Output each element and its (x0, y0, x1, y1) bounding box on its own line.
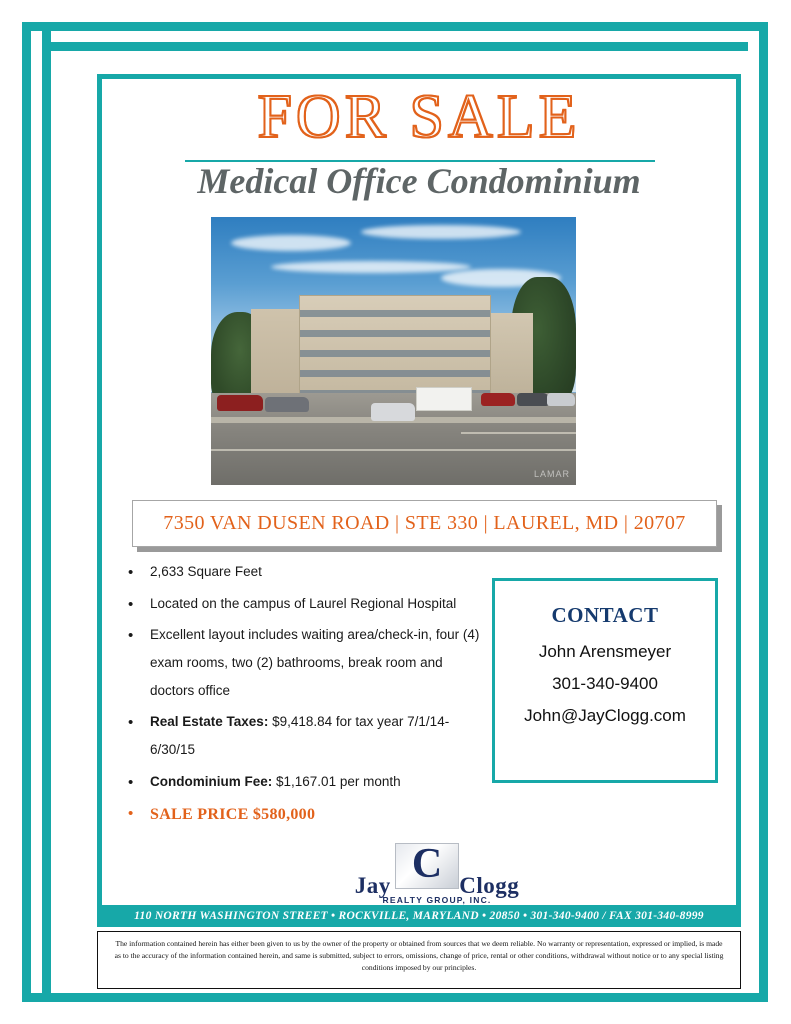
contact-phone[interactable]: 301-340-9400 (552, 674, 658, 693)
contact-heading: CONTACT (551, 603, 659, 627)
contact-box (492, 578, 718, 783)
page-title: FOR SALE (257, 83, 581, 151)
photo-car (517, 393, 549, 406)
frame-right-outer-bar (759, 22, 768, 1002)
disclaimer-text: The information contained herein has either been given to us by the owner of the property or obtained from sources that we deem reliable. No warranty or representation, expressed or implied, is made as to the accuracy of the information contained herein, and same is submitted, subject to errors, omissions, change of price, rental or other conditions, withdrawal without notice or to any special listing conditions imposed by our principles. (97, 931, 741, 989)
photo-lot-line (461, 432, 576, 434)
address-box: 7350 VAN DUSEN ROAD | STE 330 | LAUREL, MD | 20707 (132, 500, 717, 547)
frame-left-inner-bar (42, 22, 51, 1002)
photo-cloud (231, 235, 351, 251)
logo-word-clogg: Clogg (459, 873, 520, 898)
logo-tagline: REALTY GROUP, INC. (382, 895, 492, 905)
photo-car (371, 403, 415, 421)
list-item-text: $9,418.84 for tax year 7/1/14-6/30/15 (150, 714, 450, 758)
features-list (128, 558, 488, 836)
page-subtitle: Medical Office Condominium (197, 161, 641, 201)
frame-bottom-bar (22, 993, 768, 1002)
list-item-label: Real Estate Taxes: (150, 714, 269, 730)
photo-car (265, 397, 309, 412)
list-item-text: Located on the campus of Laurel Regional Hospital (150, 595, 457, 611)
list-item (150, 621, 488, 704)
logo-monogram-letter: C (411, 841, 443, 887)
frame-left-outer-bar (22, 22, 31, 1002)
photo-watermark: LAMAR (533, 469, 570, 479)
list-item-text: 2,633 Square Feet (150, 564, 262, 579)
list-item-text: Excellent layout includes waiting area/check-in, four (4) exam rooms, two (2) bathrooms, break room and doctors office (150, 627, 480, 698)
property-photo (211, 217, 576, 485)
list-item (150, 768, 488, 796)
photo-car (481, 393, 515, 406)
list-item-price (150, 799, 488, 832)
photo-car (547, 393, 575, 406)
list-item-text: $1,167.01 per month (276, 773, 401, 789)
list-item (150, 558, 488, 586)
footer-address: 110 NORTH WASHINGTON STREET • ROCKVILLE, MARYLAND • 20850 • 301-340-9400 / FAX 301-340-8999 (134, 910, 704, 922)
sale-price-text: SALE PRICE $580,000 (150, 806, 316, 824)
photo-monument-sign (416, 387, 472, 411)
list-item-label: Condominium Fee: (150, 773, 273, 789)
contact-name: John Arensmeyer (538, 642, 672, 661)
photo-car (217, 395, 263, 411)
photo-lot-line (211, 449, 576, 451)
list-item (150, 708, 488, 763)
company-logo (352, 843, 522, 905)
frame-top-inner-bar (42, 42, 748, 51)
list-item (150, 590, 488, 618)
contact-email[interactable]: John@JayClogg.com (524, 706, 686, 725)
logo-word-jay: Jay (354, 873, 391, 898)
frame-top-outer-bar (22, 22, 768, 31)
photo-cloud (271, 261, 471, 273)
photo-cloud (361, 225, 521, 239)
